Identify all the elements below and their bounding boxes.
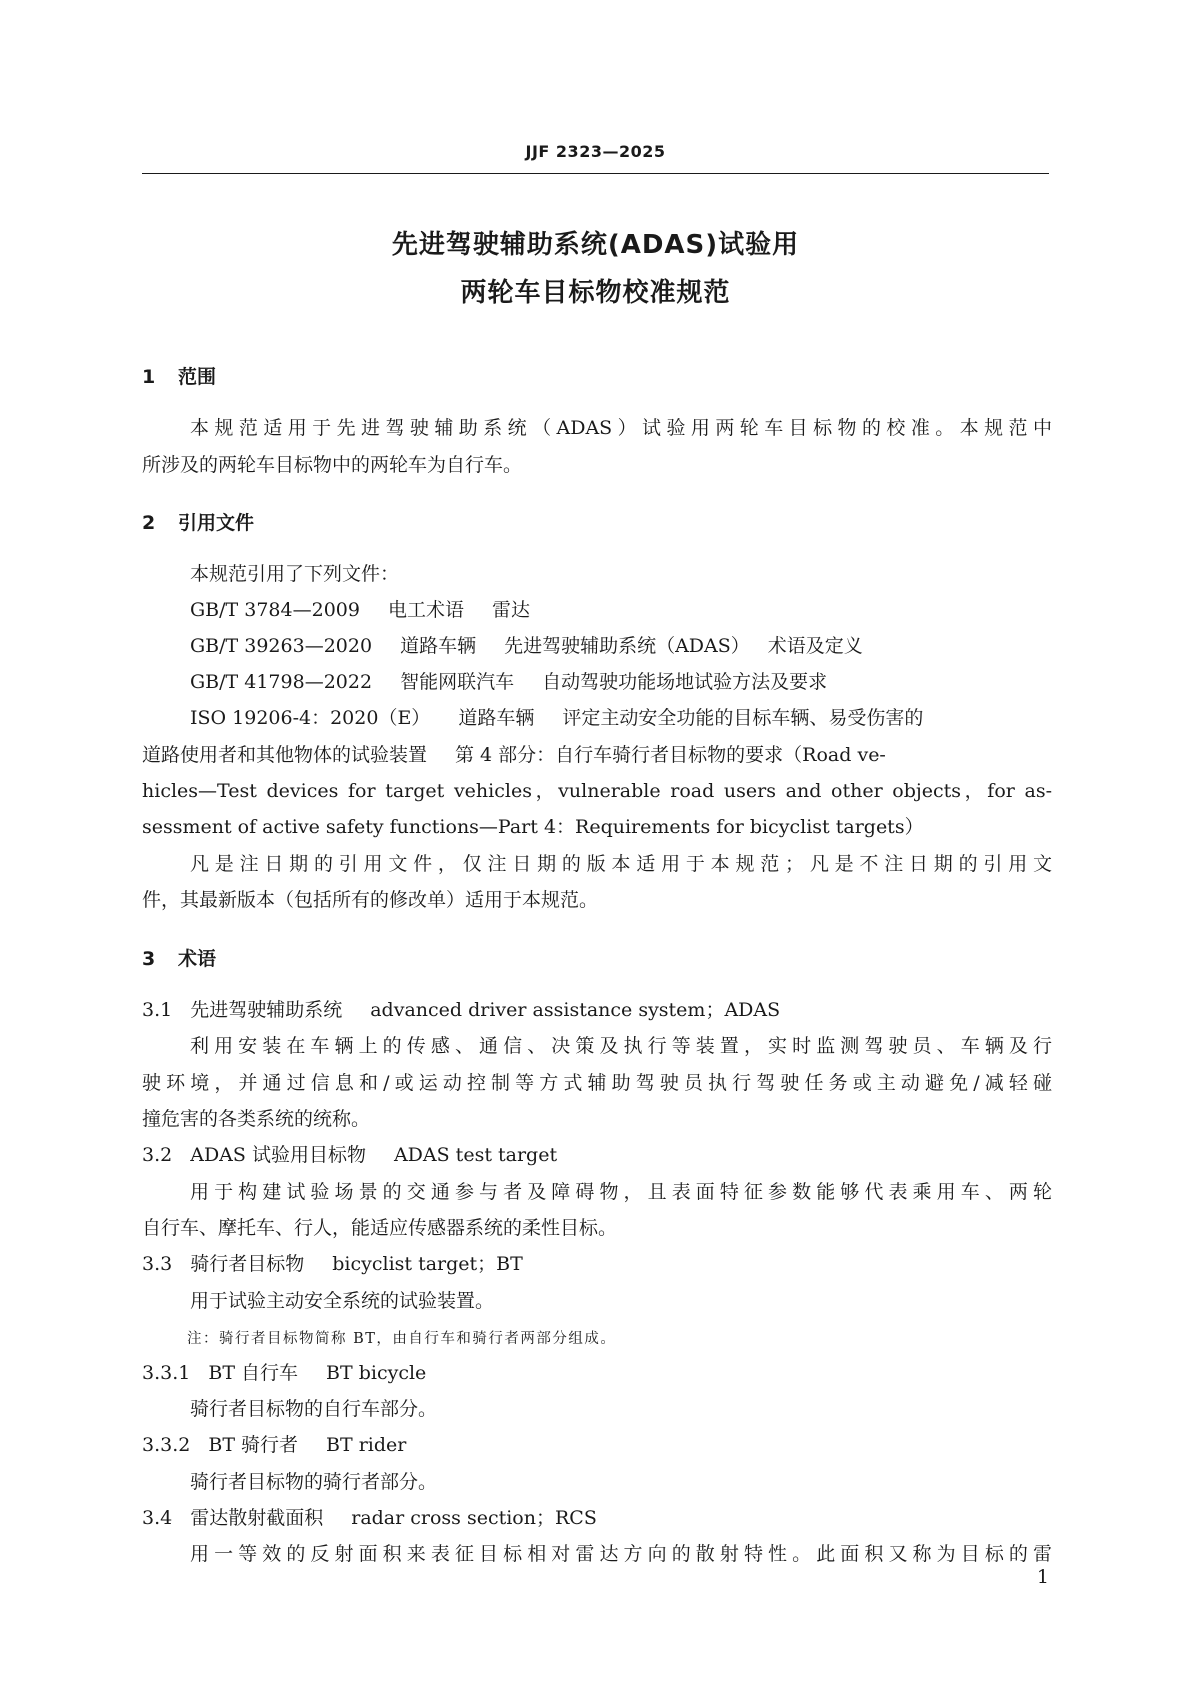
term-english: BT rider (326, 1434, 407, 1456)
term-number: 3.4 (142, 1507, 173, 1529)
term-chinese: 雷达散射截面积 (190, 1507, 324, 1529)
reference-title: 道路车辆 (400, 635, 477, 657)
reference-code: GB/T 3784—2009 (190, 599, 360, 621)
document-code-header: JJF 2323—2025 (525, 142, 666, 161)
section-3-heading (142, 944, 216, 971)
term-heading (142, 1361, 1052, 1385)
term-definition-line: 骑行者目标物的自行车部分。 (190, 1398, 438, 1420)
section-number: 3 (142, 948, 156, 970)
reference-item (190, 670, 1052, 694)
section-title: 引用文件 (178, 512, 255, 534)
references-intro: 本规范引用了下列文件： (190, 563, 400, 585)
term-definition-line: 用于构建试验场景的交通参与者及障碍物，且表面特征参数能够代表乘用车、两轮 (190, 1181, 1052, 1203)
term-definition-line: 利用安装在车辆上的传感、通信、决策及执行等装置，实时监测驾驶员、车辆及行 (190, 1035, 1052, 1057)
section-1-paragraph-line: 所涉及的两轮车目标物中的两轮车为自行车。 (142, 454, 523, 476)
term-number: 3.1 (142, 999, 173, 1021)
reference-code: GB/T 41798—2022 (190, 671, 373, 693)
term-heading (142, 998, 1052, 1022)
section-1-paragraph-line: 本规范适用于先进驾驶辅助系统（ADAS）试验用两轮车目标物的校准。本规范中 (190, 417, 1052, 439)
term-chinese: BT 骑行者 (208, 1434, 299, 1456)
term-definition-line: 驶环境，并通过信息和/或运动控制等方式辅助驾驶员执行驾驶任务或主动避免/减轻碰 (142, 1072, 1052, 1094)
term-heading (142, 1506, 1052, 1530)
term-chinese: BT 自行车 (208, 1362, 299, 1384)
term-chinese: 先进驾驶辅助系统 (190, 999, 343, 1021)
reference-iso-line: hicles—Test devices for target vehicles，vulnerable road users and other objects，for as- (142, 780, 1052, 802)
term-definition-line: 用一等效的反射面积来表征目标相对雷达方向的散射特性。此面积又称为目标的雷 (190, 1543, 1052, 1565)
reference-item (190, 598, 1052, 622)
term-definition-line: 撞危害的各类系统的统称。 (142, 1108, 371, 1130)
reference-code: ISO 19206-4：2020（E） (190, 707, 431, 729)
references-closing-line: 件，其最新版本（包括所有的修改单）适用于本规范。 (142, 889, 599, 911)
reference-iso-line: sessment of active safety functions—Part 4：Requirements for bicyclist targets） (142, 816, 924, 838)
reference-title: 第 4 部分：自行车骑行者目标物的要求（Road ve- (455, 744, 886, 766)
term-english: ADAS test target (393, 1144, 558, 1166)
term-definition-line: 骑行者目标物的骑行者部分。 (190, 1471, 438, 1493)
header-divider (142, 173, 1049, 174)
reference-title: 智能网联汽车 (400, 671, 515, 693)
document-title-line1: 先进驾驶辅助系统(ADAS)试验用 (391, 230, 800, 260)
page-number: 1 (1036, 1566, 1049, 1588)
term-number: 3.3.2 (142, 1434, 191, 1456)
term-heading (142, 1252, 1052, 1276)
reference-iso-line (142, 743, 1052, 767)
references-closing-line: 凡是注日期的引用文件，仅注日期的版本适用于本规范；凡是不注日期的引用文 (190, 853, 1052, 875)
section-number: 1 (142, 366, 156, 388)
reference-title: 评定主动安全功能的目标车辆、易受伤害的 (562, 707, 924, 729)
section-title: 范围 (178, 366, 217, 388)
term-english: advanced driver assistance system；ADAS (370, 999, 781, 1021)
reference-title: 道路车辆 (458, 707, 535, 729)
reference-code: GB/T 39263—2020 (190, 635, 373, 657)
section-2-heading (142, 508, 254, 535)
section-title: 术语 (178, 948, 217, 970)
term-heading (142, 1433, 1052, 1457)
term-chinese: ADAS 试验用目标物 (190, 1144, 366, 1166)
term-note: 注：骑行者目标物简称 BT，由自行车和骑行者两部分组成。 (187, 1331, 617, 1347)
term-number: 3.2 (142, 1144, 173, 1166)
term-definition-line: 自行车、摩托车、行人，能适应传感器系统的柔性目标。 (142, 1217, 618, 1239)
term-english: BT bicycle (326, 1362, 427, 1384)
term-english: radar cross section；RCS (351, 1507, 597, 1529)
term-english: bicyclist target；BT (332, 1253, 523, 1275)
reference-title: 自动驾驶功能场地试验方法及要求 (542, 671, 828, 693)
reference-title: 道路使用者和其他物体的试验装置 (142, 744, 428, 766)
term-heading (142, 1143, 1052, 1167)
term-definition-line: 用于试验主动安全系统的试验装置。 (190, 1290, 495, 1312)
section-1-heading (142, 362, 216, 389)
document-title-line2: 两轮车目标物校准规范 (460, 278, 731, 308)
reference-title: 先进驾驶辅助系统（ADAS） (504, 635, 750, 657)
section-number: 2 (142, 512, 156, 534)
reference-iso-line (190, 706, 1052, 730)
reference-item (190, 634, 1052, 658)
term-chinese: 骑行者目标物 (190, 1253, 305, 1275)
term-number: 3.3.1 (142, 1362, 191, 1384)
reference-title: 术语及定义 (767, 635, 863, 657)
term-number: 3.3 (142, 1253, 173, 1275)
reference-title: 雷达 (491, 599, 530, 621)
reference-title: 电工术语 (387, 599, 464, 621)
